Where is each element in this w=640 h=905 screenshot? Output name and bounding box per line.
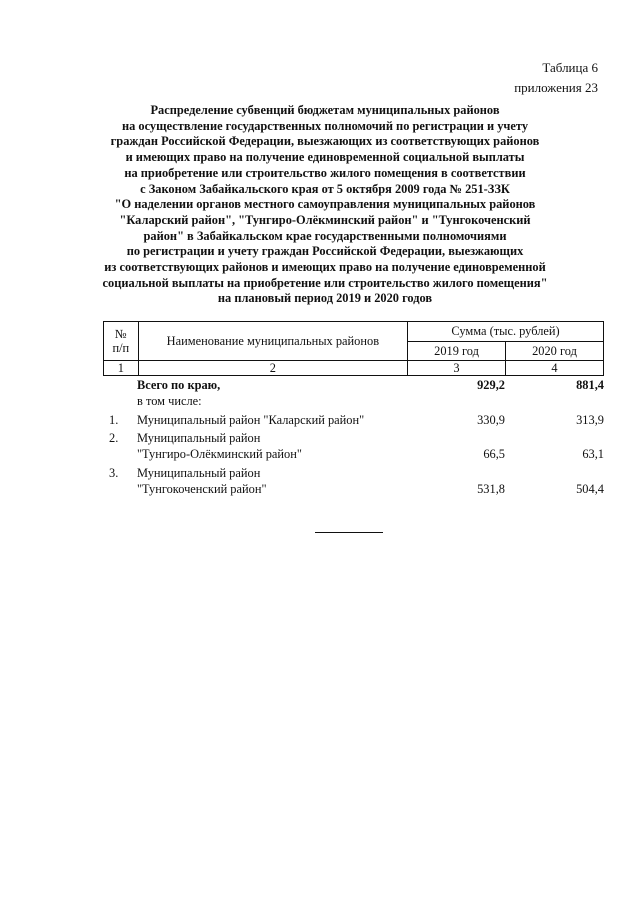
sum-2019: 929,2	[477, 378, 505, 392]
row-number: 2.	[109, 430, 119, 445]
district-name	[137, 377, 220, 393]
column-number-2: 2	[138, 361, 407, 376]
header-year-2020: 2020 год	[506, 342, 604, 361]
sum-2020: 313,9	[576, 412, 604, 427]
sum-2019: 66,5	[483, 447, 505, 462]
header-year-2019: 2019 год	[408, 342, 506, 361]
title-line: граждан Российской Федерации, выезжающих из соответствующих районов	[110, 134, 540, 149]
title-line: на осуществление государственных полномочий по регистрации и учету	[121, 118, 529, 133]
district-name-line: Муниципальный район	[137, 465, 261, 480]
title-line: и имеющих право на получение единовременной социальной выплаты	[125, 150, 525, 165]
column-number-1: 1	[104, 361, 139, 376]
district-name-line: Муниципальный район "Каларский район"	[137, 412, 365, 427]
table-header	[103, 321, 604, 376]
district-name	[137, 430, 302, 463]
district-name	[137, 412, 364, 428]
title-line: "О наделении органов местного самоуправления муниципальных районов	[114, 197, 536, 212]
appendix-number: приложения 23	[514, 80, 598, 95]
title-line: на приобретение или строительство жилого помещения в соответствии	[124, 165, 526, 180]
title-line: "Каларский район", "Тунгиро-Олёкминский район" и "Тунгокоченский	[119, 212, 531, 227]
sum-2020: 63,1	[582, 447, 604, 462]
header-number	[104, 322, 139, 361]
sum-2020: 881,4	[576, 378, 604, 392]
sum-2019: 330,9	[477, 412, 505, 427]
table-row	[103, 465, 604, 498]
sum-2020: 504,4	[576, 481, 604, 496]
row-number: 1.	[109, 412, 119, 427]
column-number-3: 3	[408, 361, 506, 376]
end-separator-line	[315, 532, 383, 533]
title-line: Распределение субвенций бюджетам муниципальных районов	[150, 103, 500, 117]
title-line: на плановый период 2019 и 2020 годов	[217, 291, 433, 306]
document-title	[90, 103, 560, 307]
table-reference	[514, 58, 598, 98]
table-row	[103, 430, 604, 463]
title-line: район" в Забайкальском крае государственными полномочиями	[143, 228, 507, 243]
district-name-line: Всего по краю,	[137, 378, 221, 392]
table-row	[103, 377, 604, 393]
row-number: 3.	[109, 465, 119, 480]
title-line: из соответствующих районов и имеющих право на получение единовременной	[104, 260, 546, 275]
district-name-line: "Тунгиро-Олёкминский район"	[137, 447, 302, 462]
title-line: по регистрации и учету граждан Российской Федерации, выезжающих	[126, 244, 524, 259]
title-line: с Законом Забайкальского края от 5 октября 2009 года № 251-ЗЗК	[140, 181, 510, 196]
header-number-line1: №	[114, 327, 127, 341]
header-number-line2: п/п	[112, 341, 130, 355]
table-row	[103, 412, 604, 428]
table-number: Таблица 6	[542, 60, 598, 75]
district-name-line: в том числе:	[137, 394, 202, 409]
district-name-line: "Тунгокоченский район"	[137, 481, 267, 496]
column-number-4: 4	[506, 361, 604, 376]
district-name-line: Муниципальный район	[137, 430, 261, 445]
sum-2019: 531,8	[477, 481, 505, 496]
header-sum: Сумма (тыс. рублей)	[408, 322, 604, 342]
district-name	[137, 393, 202, 409]
table-row	[103, 393, 604, 409]
title-line: социальной выплаты на приобретение или строительство жилого помещения"	[102, 275, 548, 290]
header-district-name: Наименование муниципальных районов	[138, 322, 407, 361]
district-name	[137, 465, 267, 498]
